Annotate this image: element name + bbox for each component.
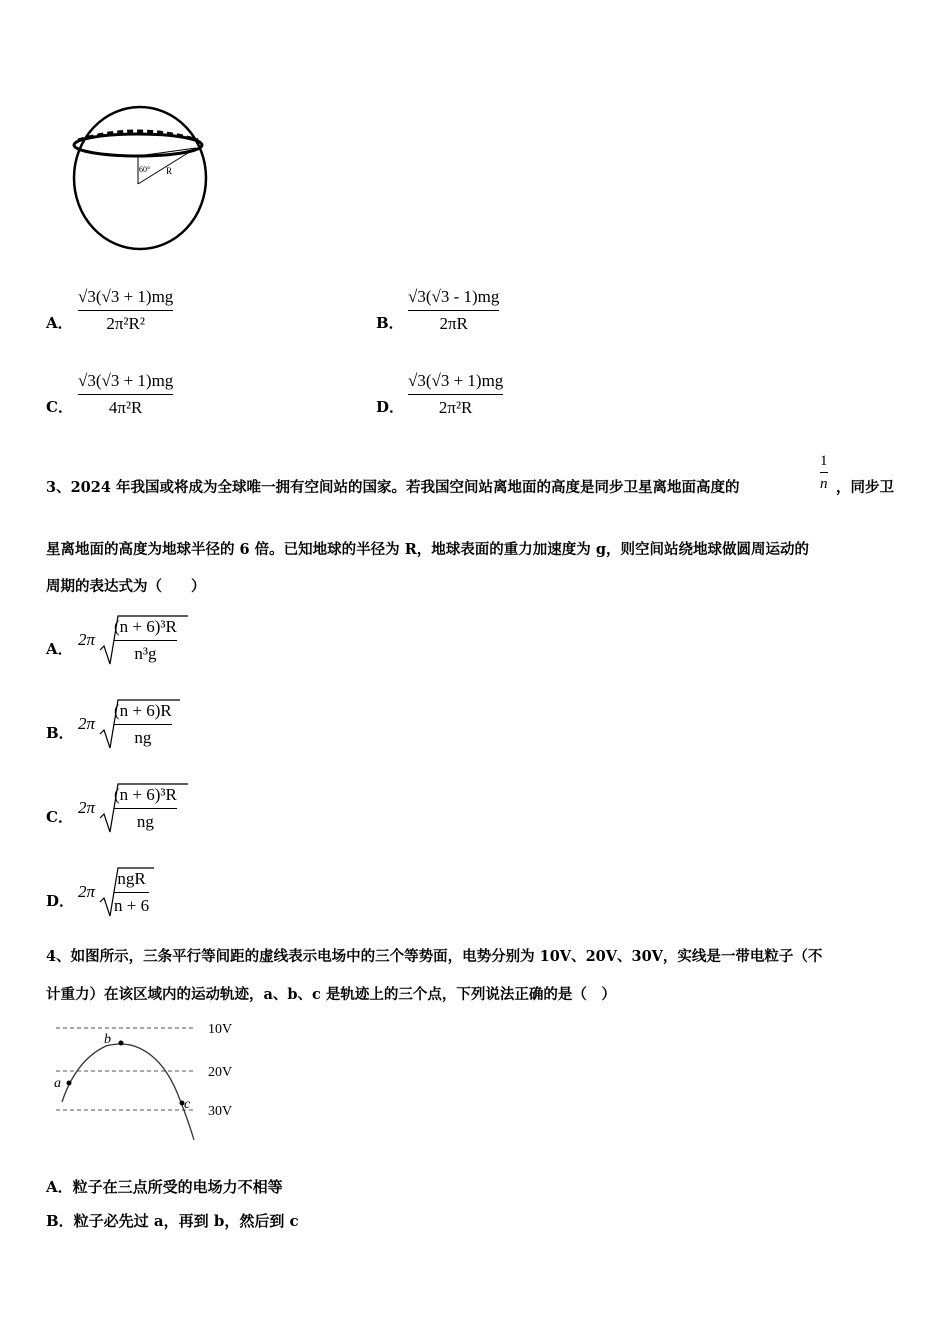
q2-d-denominator: 2π²R [438,398,473,417]
q3-option-c-formula [114,784,177,833]
q2-c-denominator: 4π²R [108,398,143,417]
q3-option-a-formula [114,616,177,665]
point-b-label: b [104,1032,111,1047]
q3-c-denominator: ng [136,812,154,831]
q3-frac-num: 1 [820,453,828,469]
q3-c-numerator: (n + 6)³R [114,785,177,804]
q3-d-denominator: n + 6 [114,896,150,915]
q2-option-a-label[interactable]: A． [46,314,73,332]
q3-stem-line3: 周期的表达式为（ ） [46,578,206,595]
equipotential-figure [46,1016,256,1146]
q2-option-d-label[interactable]: D． [376,398,405,416]
q3-option-b-formula [114,700,172,749]
q3-b-denominator: ng [134,728,152,747]
potential-label-30v: 30V [208,1104,233,1119]
q3-option-a-label[interactable]: A． [46,640,73,658]
q2-c-numerator: √3(√3 + 1)mg [78,371,174,390]
q2-option-c-label[interactable]: C． [46,398,73,416]
potential-label-10v: 10V [208,1022,233,1037]
q3-option-d-label[interactable]: D． [46,892,75,910]
radius-label: R [166,166,173,176]
q3-b-prefix: 2π [78,714,96,733]
q2-option-b-formula [408,286,499,335]
q2-option-d-formula [408,370,503,419]
point-c-label: c [184,1097,191,1112]
sphere-ring-figure [60,100,220,255]
sphere-outline [74,107,206,249]
point-a-dot [67,1081,72,1086]
q2-option-a-formula [78,286,173,335]
q3-d-prefix: 2π [78,882,96,901]
q3-stem-line1-end: ，同步卫 [836,479,894,496]
q2-option-c-formula [78,370,173,419]
q2-option-b-label[interactable]: B． [376,314,404,332]
q3-frac-den: n [820,476,828,492]
particle-trajectory [62,1044,194,1140]
point-a-label: a [54,1076,61,1091]
q2-a-numerator: √3(√3 + 1)mg [78,287,174,306]
q3-c-prefix: 2π [78,798,96,817]
angle-label: 60° [139,165,151,174]
q3-d-numerator: ngR [117,869,146,888]
q4-option-a[interactable]: A．粒子在三点所受的电场力不相等 [46,1178,283,1196]
q3-option-d-formula [114,868,149,917]
q4-option-b[interactable]: B．粒子必先过 a，再到 b，然后到 c [46,1212,299,1230]
potential-label-20v: 20V [208,1065,233,1080]
q3-option-c-label[interactable]: C． [46,808,73,826]
q3-stem-line2: 星离地面的高度为地球半径的 6 倍。已知地球的半径为 R，地球表面的重力加速度为 g，则空间站绕地球做圆周运动的 [46,541,809,558]
q3-inline-fraction [820,452,828,493]
q3-stem-line1: 3、2024 年我国或将成为全球唯一拥有空间站的国家。若我国空间站离地面的高度是同步卫星离地面高度的 [46,479,740,496]
q3-a-denominator: n³g [134,644,157,663]
q3-a-prefix: 2π [78,630,96,649]
q4-stem-line2: 计重力）在该区域内的运动轨迹，a、b、c 是轨迹上的三个点，下列说法正确的是（ ） [46,986,616,1003]
q2-b-numerator: √3(√3 - 1)mg [408,287,500,306]
q2-a-denominator: 2π²R² [106,314,145,333]
point-b-dot [119,1041,124,1046]
q4-stem-line1: 4、如图所示，三条平行等间距的虚线表示电场中的三个等势面，电势分别为 10V、20V、30V，实线是一带电粒子（不 [46,948,823,965]
q3-b-numerator: (n + 6)R [114,701,172,720]
q3-a-numerator: (n + 6)³R [114,617,177,636]
q3-option-b-label[interactable]: B． [46,724,74,742]
q2-d-numerator: √3(√3 + 1)mg [408,371,504,390]
q2-b-denominator: 2πR [439,314,468,333]
